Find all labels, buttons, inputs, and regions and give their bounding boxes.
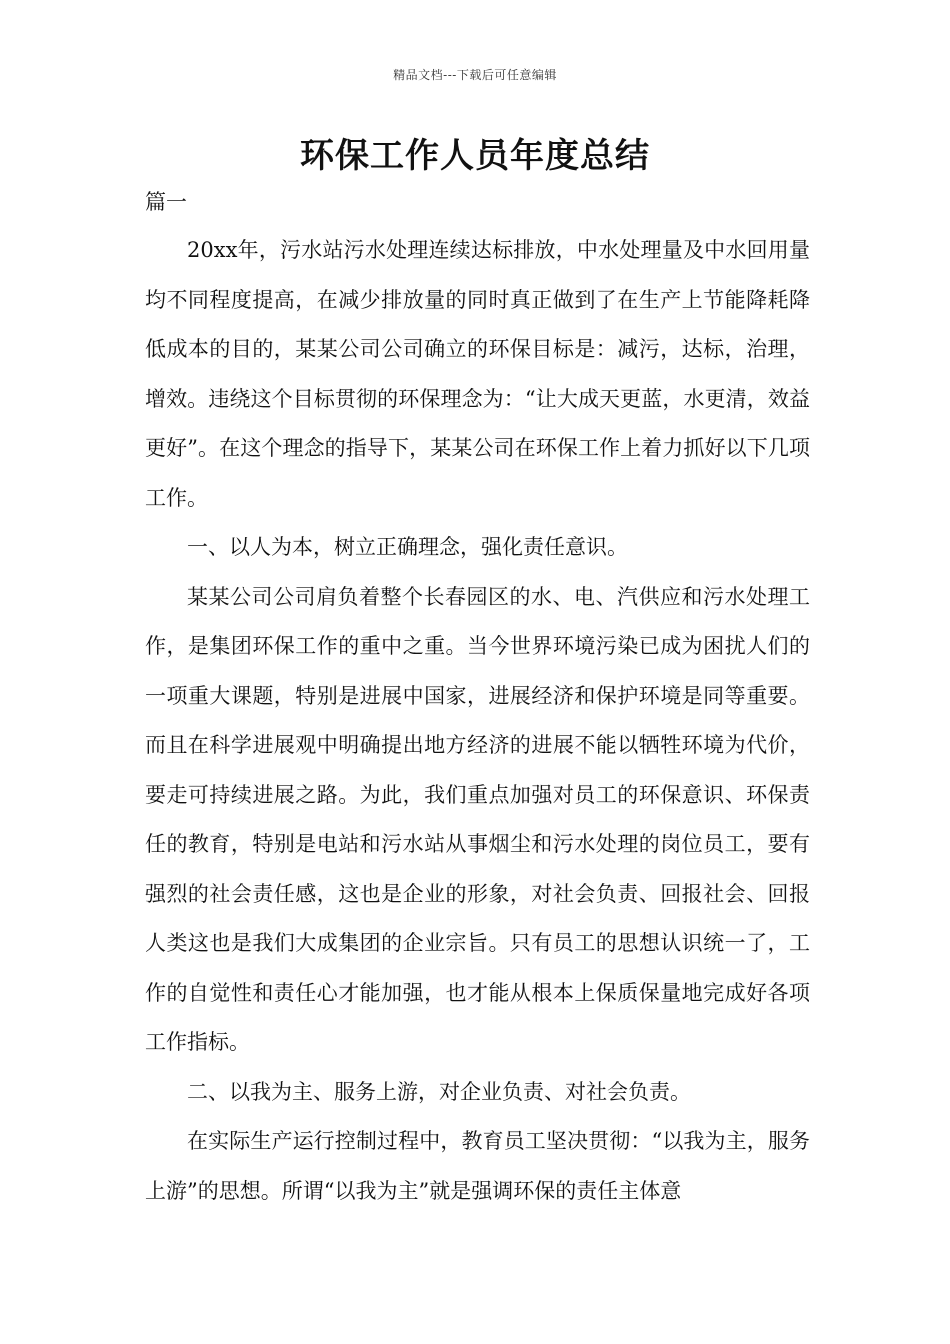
body-text xyxy=(145,226,810,1216)
section-label: 篇一 xyxy=(145,190,187,214)
document-title: 环保工作人员年度总结 xyxy=(300,136,650,176)
paragraph-intro: 20xx年，污水站污水处理连续达标排放，中水处理量及中水回用量均不同程度提高，在减少排放量的同时真正做到了在生产上节能降耗降低成本的目的，某某公司公司确立的环保目标是：减污，达标，治理，增效。违绕这个目标贯彻的环保理念为：“让大成天更蓝，水更清，效益更好”。在这个理念的指导下，某某公司在环保工作上着力抓好以下几项工作。 xyxy=(145,238,810,510)
paragraph-heading-2: 二、以我为主、服务上游，对企业负责、对社会负责。 xyxy=(187,1079,691,1104)
paragraph-section-2: 在实际生产运行控制过程中，教育员工坚决贯彻：“以我为主，服务上游”的思想。所谓“以我为主”就是强调环保的责任主体意 xyxy=(145,1129,810,1203)
paragraph-section-1: 某某公司公司肩负着整个长春园区的水、电、汽供应和污水处理工作，是集团环保工作的重中之重。当今世界环境污染已成为困扰人们的一项重大课题，特别是进展中国家，进展经济和保护环境是同等重要。而且在科学进展观中明确提出地方经济的进展不能以牺牲环境为代价，要走可持续进展之路。为此，我们重点加强对员工的环保意识、环保责任的教育，特别是电站和污水站从事烟尘和污水处理的岗位员工，要有强烈的社会责任感，这也是企业的形象，对社会负责、回报社会、回报人类这也是我们大成集团的企业宗旨。只有员工的思想认识统一了，工作的自觉性和责任心才能加强，也才能从根本上保质保量地完成好各项工作指标。 xyxy=(145,584,810,1054)
paragraph-heading-1: 一、以人为本，树立正确理念，强化责任意识。 xyxy=(187,535,628,559)
header-note: 精品文档---下载后可任意编辑 xyxy=(393,68,557,82)
